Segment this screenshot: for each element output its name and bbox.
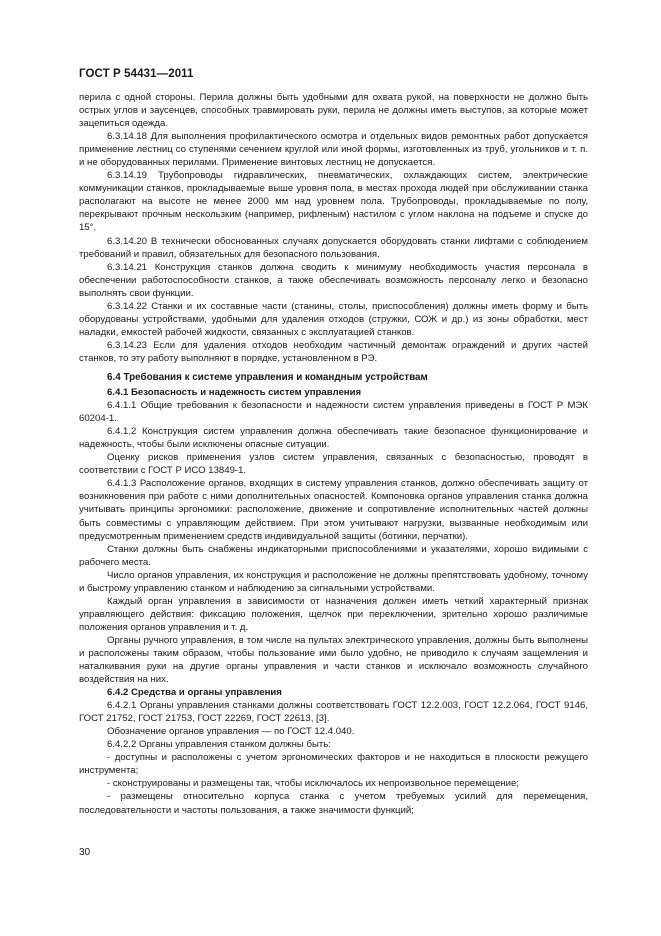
paragraph: Каждый орган управления в зависимости от назначения должен иметь четкий характерный признак управляющего действия: фиксацию положения, щелчок при переключении, зрительно хорошо различимые положения органов управления и т. д. (79, 595, 588, 633)
list-item: - размещены относительно корпуса станка с учетом требуемых усилий для перемещения, последовательности и частоты пользования, а также значимости функций; (79, 791, 588, 816)
paragraph: Органы ручного управления, в том числе на пультах электрического управления, должны быть выполнены и расположены таким образом, чтобы пользование ими было удобно, не приводило к случаям защемления и наталкивания руки на другие органы управления и части станков и исключало возможность случайного воздействия на них. (79, 634, 588, 686)
subsection-heading: 6.4.1 Безопасность и надежность систем управления (107, 387, 362, 399)
list-item: - сконструированы и размещены так, чтобы исключалось их непроизвольное перемещение; (107, 778, 519, 790)
paragraph: Обозначение органов управления — по ГОСТ 12.4.040. (107, 726, 355, 738)
paragraph: 6.4.1.3 Расположение органов, входящих в систему управления станков, должно обеспечивать защиту от возникновения при работе с ними дополнительных опасностей. Компоновка органов управления станка должна учитывать принципы эргономики: расположение, движение и сопротивление исполнительных частей должны быть совместимы с управляющим действием. При этом учитывают нагрузки, вызванные необходимым или предусмотренным применением средств индивидуальной защиты (ботинки, перчатки). (79, 478, 588, 542)
paragraph: 6.3.14.23 Если для удаления отходов необходим частичный демонтаж ограждений и других частей станков, то эту работу выполняют в порядке, установленном в РЭ. (79, 339, 588, 364)
paragraph: 6.3.14.18 Для выполнения профилактического осмотра и отдельных видов ремонтных работ допускается применение лестниц со ступенями сечением круглой или иной формы, изготовленных из труб, угольников и т. п. и не оборудованных перилами. Применение винтовых лестниц не допускается. (79, 131, 588, 169)
paragraph: Число органов управления, их конструкция и расположение не должны препятствовать удобному, точному и быстрому управлению станком и наблюдению за сигнальными устройствами. (79, 569, 588, 594)
paragraph: 6.4.2.2 Органы управления станком должны быть: (107, 739, 331, 751)
paragraph: 6.4.1.2 Конструкция систем управления должна обеспечивать такие безопасное функционирование и надежность, чтобы были исключены опасные ситуации. (79, 426, 588, 451)
paragraph: 6.4.1.1 Общие требования к безопасности и надежности систем управления приведены в ГОСТ Р МЭК 60204-1. (79, 400, 588, 425)
paragraph: 6.4.2.1 Органы управления станками должны соответствовать ГОСТ 12.2.003, ГОСТ 12.2.064, ГОСТ 9146, ГОСТ 21752, ГОСТ 21753, ГОСТ 22269, ГОСТ 22613, [3]. (79, 700, 588, 725)
paragraph: 6.3.14.21 Конструкция станков должна сводить к минимуму необходимость участия персонала в обеспечении работоспособности станков, а также обеспечивать возможность персоналу легко и безопасно выполнять свои функции. (79, 261, 588, 299)
document-header: ГОСТ Р 54431—2011 (79, 68, 194, 80)
section-heading: 6.4 Требования к системе управления и командным устройствам (107, 371, 428, 383)
list-item: - доступны и расположены с учетом эргономических факторов и не находиться в плоскости режущего инструмента; (79, 752, 588, 777)
paragraph: 6.3.14.20 В технически обоснованных случаях допускается оборудовать станки лифтами с соблюдением требований и правил, обязательных для безопасного пользования. (79, 235, 588, 260)
paragraph: перила с одной стороны. Перила должны быть удобными для охвата рукой, на поверхности не должно быть острых углов и заусенцев, способных травмировать руки, перила не должны иметь выступов, за которые может зацепиться одежда. (79, 92, 588, 130)
page-number: 30 (79, 847, 91, 858)
document-body (79, 91, 588, 817)
paragraph: Оценку рисков применения узлов систем управления, связанных с безопасностью, проводят в соответствии с ГОСТ Р ИСО 13849-1. (79, 452, 588, 477)
paragraph: 6.3.14.19 Трубопроводы гидравлических, пневматических, охлаждающих систем, электрические коммуникации станков, прокладываемые выше уровня пола, в местах прохода людей при обслуживании станка располагают на высоте не менее 2000 мм над уровнем пола. Трубопроводы, прокладываемые по полу, перекрывают прочным нескользким (например, рифленым) настилом с углом наклона на подъеме и спуске до 15°. (79, 170, 588, 234)
paragraph: 6.3.14.22 Станки и их составные части (станины, столы, приспособления) должны иметь форму и быть оборудованы устройствами, удобными для удаления отходов (стружки, СОЖ и др.) из зоны обработки, мест наладки, емкостей рабочей жидкости, связанных с эксплуатацией станков. (79, 300, 588, 338)
subsection-heading: 6.4.2 Средства и органы управления (107, 687, 282, 699)
paragraph: Станки должны быть снабжены индикаторными приспособлениями и указателями, хорошо видимыми с рабочего места. (79, 543, 588, 568)
